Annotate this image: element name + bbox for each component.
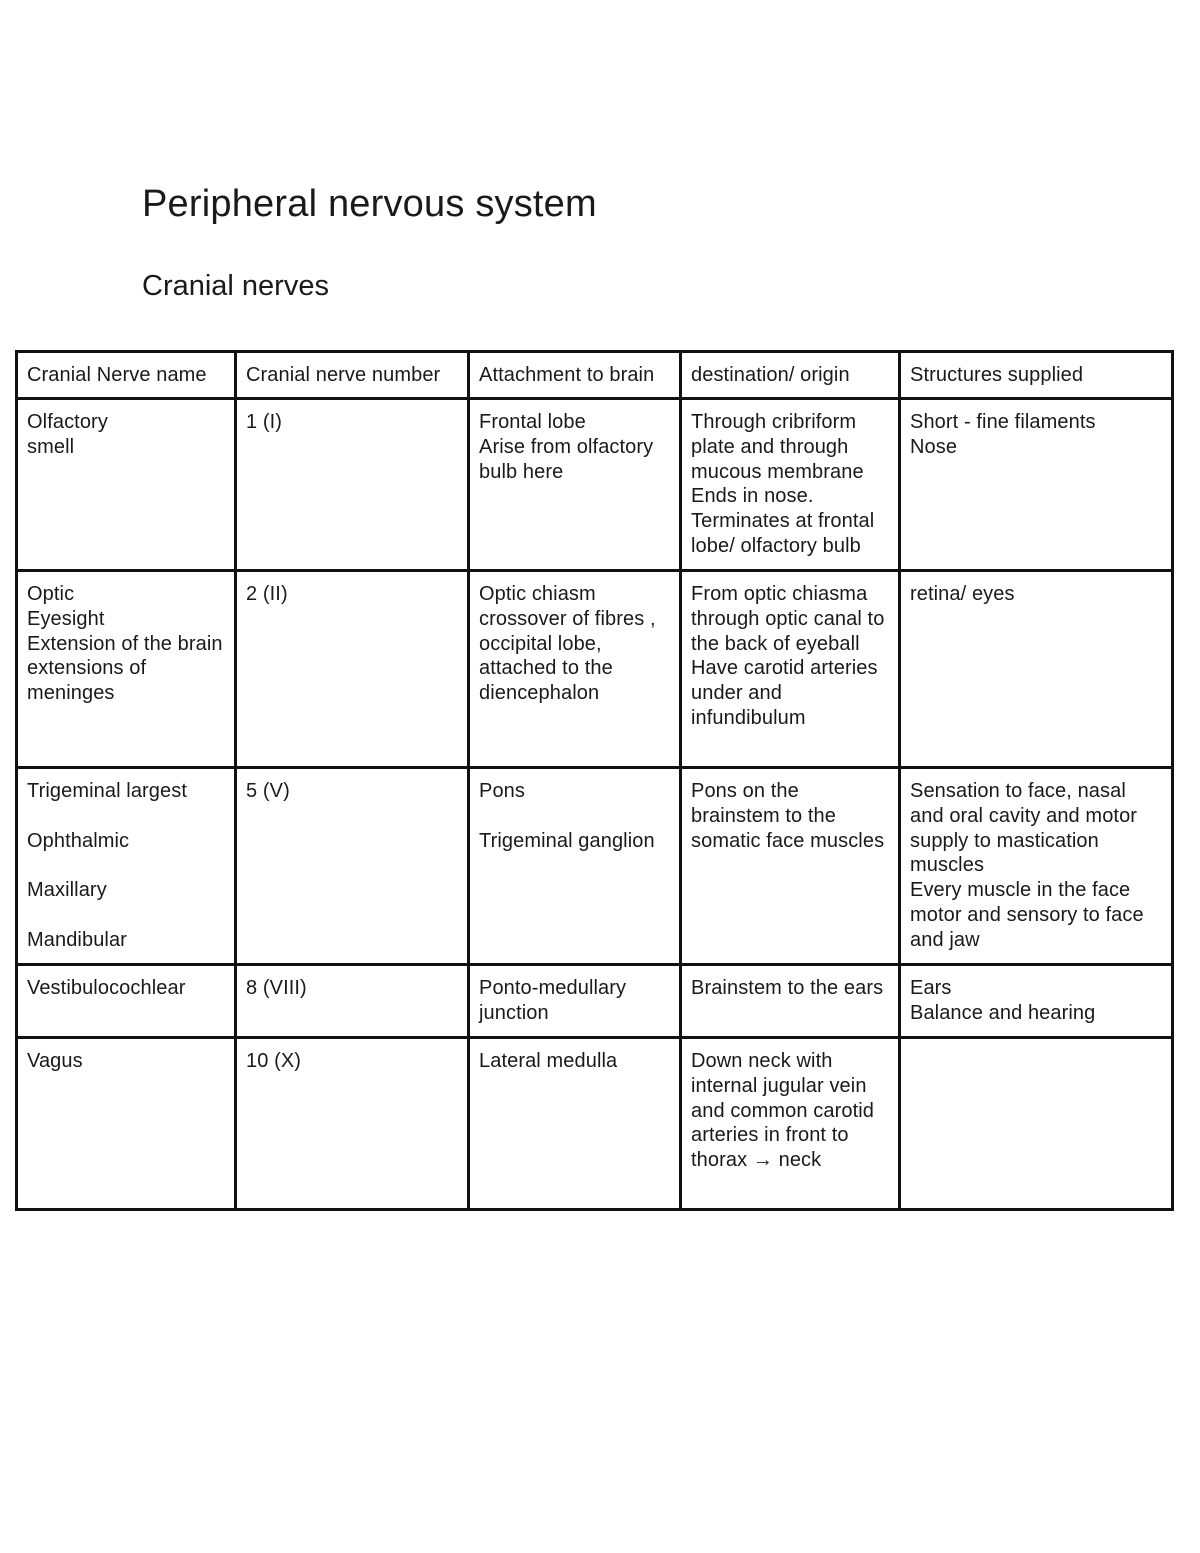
cell-destination: Brainstem to the ears — [681, 965, 900, 1038]
table-row — [17, 965, 1173, 1038]
cell-attachment: Optic chiasm crossover of fibres , occipital lobe, attached to the diencephalon — [469, 571, 681, 768]
cell-nerve-name: Vagus — [17, 1038, 236, 1210]
cell-attachment: Lateral medulla — [469, 1038, 681, 1210]
cell-destination: From optic chiasma through optic canal to the back of eyeball Have carotid arteries under and infundibulum — [681, 571, 900, 768]
header-cell-number: Cranial nerve number — [236, 352, 469, 399]
cell-nerve-number: 8 (VIII) — [236, 965, 469, 1038]
table-row — [17, 768, 1173, 965]
header-cell-attachment: Attachment to brain — [469, 352, 681, 399]
cell-structures — [900, 1038, 1173, 1210]
table-row — [17, 399, 1173, 571]
cranial-nerves-table — [15, 350, 1174, 1211]
page-title: Peripheral nervous system — [142, 183, 597, 225]
cell-attachment: Pons Trigeminal ganglion — [469, 768, 681, 965]
cell-nerve-number: 2 (II) — [236, 571, 469, 768]
cell-destination: Down neck with internal jugular vein and common carotid arteries in front to thorax → neck — [681, 1038, 900, 1210]
cell-attachment: Frontal lobe Arise from olfactory bulb here — [469, 399, 681, 571]
page-subtitle: Cranial nerves — [142, 270, 329, 302]
cell-nerve-name: Vestibulocochlear — [17, 965, 236, 1038]
cell-attachment: Ponto-medullary junction — [469, 965, 681, 1038]
cell-structures: Short - fine filaments Nose — [900, 399, 1173, 571]
cell-destination: Pons on the brainstem to the somatic face muscles — [681, 768, 900, 965]
cell-nerve-name: Optic Eyesight Extension of the brain extensions of meninges — [17, 571, 236, 768]
cell-structures: Ears Balance and hearing — [900, 965, 1173, 1038]
cell-nerve-number: 10 (X) — [236, 1038, 469, 1210]
cell-structures: retina/ eyes — [900, 571, 1173, 768]
header-cell-destination: destination/ origin — [681, 352, 900, 399]
table-header-row — [17, 352, 1173, 399]
cell-nerve-number: 5 (V) — [236, 768, 469, 965]
table-row — [17, 571, 1173, 768]
cell-structures: Sensation to face, nasal and oral cavity and motor supply to mastication muscles Every muscle in the face motor and sensory to face and jaw — [900, 768, 1173, 965]
cell-nerve-name: Trigeminal largest Ophthalmic Maxillary Mandibular — [17, 768, 236, 965]
cell-nerve-number: 1 (I) — [236, 399, 469, 571]
table-row — [17, 1038, 1173, 1210]
header-cell-structures: Structures supplied — [900, 352, 1173, 399]
cell-nerve-name: Olfactory smell — [17, 399, 236, 571]
cell-destination: Through cribriform plate and through mucous membrane Ends in nose. Terminates at frontal lobe/ olfactory bulb — [681, 399, 900, 571]
header-cell-name: Cranial Nerve name — [17, 352, 236, 399]
